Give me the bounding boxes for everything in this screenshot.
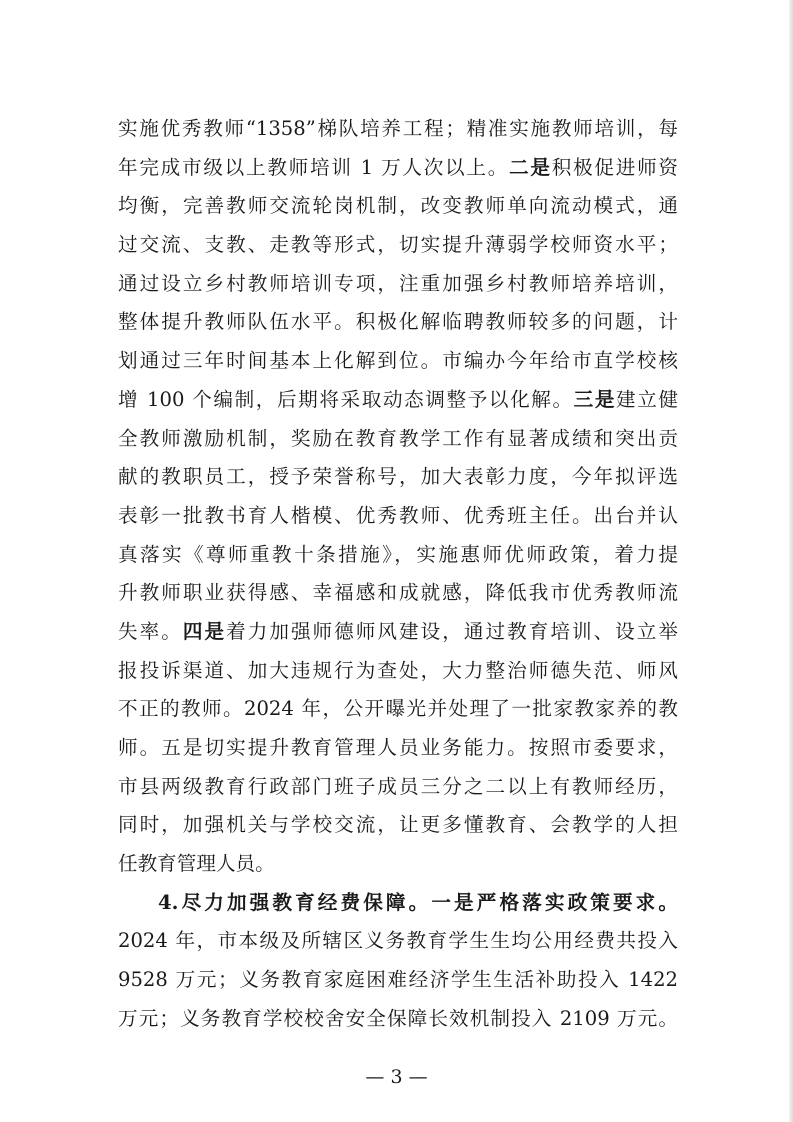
text-line (118, 458, 678, 497)
text-line (118, 149, 678, 188)
text-line (118, 226, 678, 265)
scan-edge (789, 0, 793, 1122)
text-segment: 增 100 个编制，后期将采取动态调整予以化解。 (118, 387, 574, 411)
text-segment: 年完成市级以上教师培训 1 万人次以上。 (118, 155, 510, 179)
text-segment: 通过设立乡村教师培训专项，注重加强乡村教师培养培训， (118, 271, 678, 295)
text-line (118, 652, 678, 691)
text-segment: 均衡，完善教师交流轮岗机制，改变教师单向流动模式，通 (118, 194, 678, 218)
text-line (118, 574, 678, 613)
text-segment: 同时，加强机关与学校交流，让更多懂教育、会教学的人担 (118, 813, 678, 837)
text-line (118, 342, 678, 381)
text-line (118, 381, 678, 420)
bold-text-segment: 二是 (509, 155, 552, 179)
text-segment: 全教师激励机制，奖励在教育教学工作有显著成绩和突出贡 (118, 426, 678, 450)
text-segment: 升教师职业获得感、幸福感和成就感，降低我市优秀教师流 (118, 581, 678, 605)
text-segment: 积极促进师资 (551, 155, 678, 179)
text-segment: 市县两级教育行政部门班子成员三分之二以上有教师经历， (118, 774, 678, 798)
text-line (118, 1000, 678, 1039)
bold-text-segment: 4.尽力加强教育经费保障。一是严格落实政策要求。 (158, 890, 678, 914)
text-segment: 失率。 (118, 619, 183, 643)
text-segment: 不正的教师。2024 年，公开曝光并处理了一批家教家养的教 (118, 697, 678, 721)
text-segment: 表彰一批教书育人楷模、优秀教师、优秀班主任。出台并认 (118, 503, 678, 527)
text-line (118, 497, 678, 536)
text-line (118, 961, 678, 1000)
text-segment: 2024 年，市本级及所辖区义务教育学生生均公用经费共投入 (118, 929, 678, 953)
text-segment: 着力加强师德师风建设，通过教育培训、设立举 (226, 619, 679, 643)
text-line (118, 613, 678, 652)
text-segment: 报投诉渠道、加大违规行为查处，大力整治师德失范、师风 (118, 658, 678, 682)
text-segment: 过交流、支教、走教等形式，切实提升薄弱学校师资水平； (118, 233, 678, 257)
bold-text-segment: 四是 (182, 619, 227, 643)
text-line (118, 729, 678, 768)
text-line (118, 845, 678, 884)
text-segment: 实施优秀教师“1358”梯队培养工程；精准实施教师培训，每 (118, 117, 678, 140)
text-line (118, 884, 678, 923)
text-line (118, 420, 678, 459)
text-line (118, 536, 678, 575)
text-segment: 真落实《尊师重教十条措施》，实施惠师优师政策，着力提 (118, 542, 678, 566)
text-segment: 师。五是切实提升教育管理人员业务能力。按照市委要求， (118, 736, 678, 759)
text-segment: 任教育管理人员。 (118, 852, 275, 876)
text-segment: 建立健 (616, 387, 679, 411)
text-line (118, 187, 678, 226)
text-line (118, 922, 678, 961)
text-line (118, 768, 678, 807)
page-number: — 3 — (365, 1066, 428, 1088)
text-line (118, 265, 678, 304)
text-segment: 整体提升教师队伍水平。积极化解临聘教师较多的问题，计 (118, 310, 678, 334)
text-line (118, 110, 678, 149)
text-segment: 划通过三年时间基本上化解到位。市编办今年给市直学校核 (118, 349, 678, 373)
text-segment: 万元；义务教育学校校舍安全保障长效机制投入 2109 万元。 (118, 1006, 678, 1030)
bold-text-segment: 三是 (573, 387, 617, 411)
document-body (118, 110, 678, 1039)
text-line (118, 806, 678, 845)
text-segment: 9528 万元；义务教育家庭困难经济学生生活补助投入 1422 (118, 968, 678, 992)
text-line (118, 690, 678, 729)
text-line (118, 303, 678, 342)
text-segment: 献的教职员工，授予荣誉称号，加大表彰力度，今年拟评选 (118, 465, 678, 489)
